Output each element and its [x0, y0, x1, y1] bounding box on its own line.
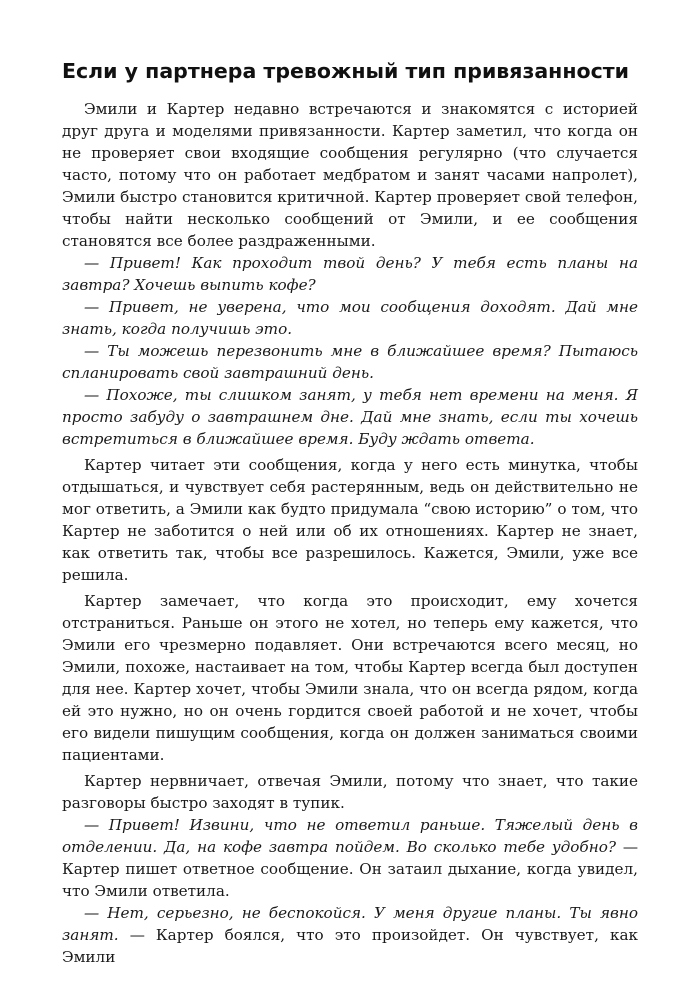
section-heading: Если у партнера тревожный тип привязанности	[62, 59, 629, 83]
dialogue-italic: — Привет! Извини, что не ответил раньше. Тяжелый день в отделении. Да, на кофе завтра пойдем. Во сколько тебе удобно?	[62, 816, 638, 856]
paragraph: Картер читает эти сообщения, когда у него есть минутка, чтобы отдышаться, и чувствует себя растерянным, ведь он действительно не мог ответить, а Эмили как будто придумала “свою историю” о том, что Картер не заботится о ней или об их отношениях. Картер не знает, как ответить так, чтобы все разрешилось. Кажется, Эмили, уже все решила.	[62, 456, 638, 584]
narration: — Картер боялся, что это произойдет. Он чувствует, как Эмили	[62, 926, 638, 966]
dialogue-line: — Похоже, ты слишком занят, у тебя нет времени на меня. Я просто забуду о завтрашнем дне. Дай мне знать, если ты хочешь встретиться в ближайшее время. Буду ждать ответа.	[62, 386, 638, 448]
narration: — Картер пишет ответное сообщение. Он затаил дыхание, когда увидел, что Эмили ответила.	[62, 838, 639, 900]
paragraph: Картер замечает, что когда это происходит, ему хочется отстраниться. Раньше он этого не хотел, но теперь ему кажется, что Эмили его чрезмерно подавляет. Они встречаются всего месяц, но Эмили, похоже, настаивает на том, чтобы Картер всегда был доступен для нее. Картер хочет, чтобы Эмили знала, что он всегда рядом, когда ей это нужно, но он очень гордится своей работой и не хочет, чтобы его видели пишущим сообщения, когда он должен заниматься своими пациентами.	[62, 592, 638, 764]
dialogue-line: — Ты можешь перезвонить мне в ближайшее время? Пытаюсь спланировать свой завтрашний день.	[62, 342, 638, 382]
dialogue-italic: — Нет, серьезно, не беспокойся. У меня другие планы. Ты явно занят.	[62, 904, 638, 944]
paragraph: Эмили и Картер недавно встречаются и знакомятся с историей друг друга и моделями привязанности. Картер заметил, что когда он не проверяет свои входящие сообщения регулярно (что случается часто, потому что он работает медбратом и занят часами напролет), Эмили быстро становится критичной. Картер проверяет свой телефон, чтобы найти несколько сообщений от Эмили, и ее сообщения становятся все более раздраженными.	[62, 100, 638, 250]
dialogue-line: — Привет! Как проходит твой день? У тебя есть планы на завтра? Хочешь выпить кофе?	[62, 254, 638, 294]
paragraph: Картер нервничает, отвечая Эмили, потому что знает, что такие разговоры быстро заходят в тупик.	[62, 772, 638, 812]
dialogue-paragraph	[62, 902, 638, 968]
book-page	[62, 56, 638, 968]
dialogue-line: — Привет, не уверена, что мои сообщения доходят. Дай мне знать, когда получишь это.	[62, 298, 638, 338]
dialogue-paragraph	[62, 814, 638, 902]
